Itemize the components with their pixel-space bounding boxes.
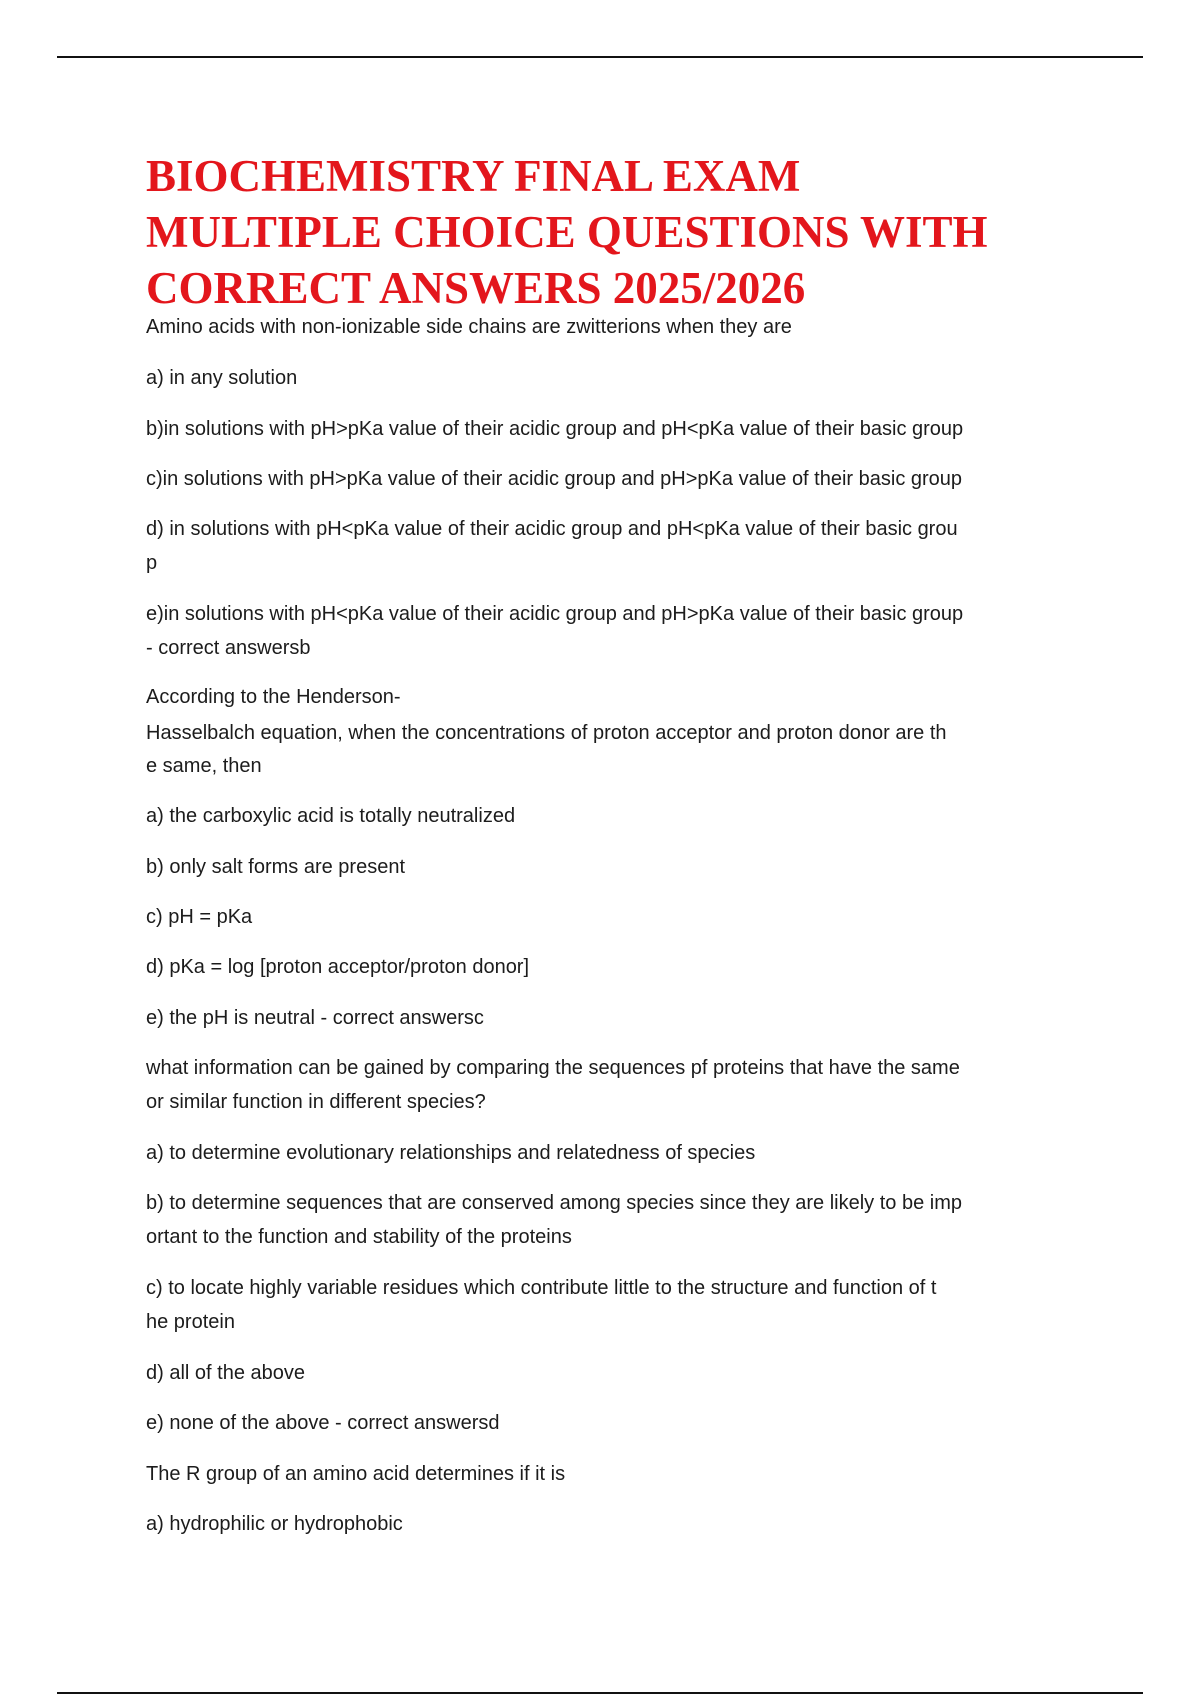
question-3-option-b-wrap: ortant to the function and stability of the proteins: [146, 1226, 572, 1248]
title-line-1: BIOCHEMISTRY FINAL EXAM: [146, 151, 801, 201]
document-title: [146, 148, 1076, 316]
question-1-option-b: b)in solutions with pH>pKa value of their acidic group and pH<pKa value of their basic group: [146, 418, 964, 440]
title-line-3: CORRECT ANSWERS 2025/2026: [146, 263, 806, 313]
question-2-option-b: b) only salt forms are present: [146, 856, 405, 878]
question-2-option-c: c) pH = pKa: [146, 906, 253, 928]
question-1-option-c: c)in solutions with pH>pKa value of their acidic group and pH>pKa value of their basic group: [146, 468, 963, 490]
question-3-option-c-wrap: he protein: [146, 1311, 235, 1333]
question-1-stem: Amino acids with non-ionizable side chains are zwitterions when they are: [146, 316, 792, 338]
question-2-stem: According to the Henderson-: [146, 686, 401, 708]
question-3-stem-wrap: or similar function in different species?: [146, 1091, 486, 1113]
question-2-stem-cont: Hasselbalch equation, when the concentrations of proton acceptor and proton donor are th: [146, 722, 947, 744]
title-line-2: MULTIPLE CHOICE QUESTIONS WITH: [146, 207, 988, 257]
question-3-option-c: c) to locate highly variable residues which contribute little to the structure and function of t: [146, 1277, 937, 1299]
question-4-option-a: a) hydrophilic or hydrophobic: [146, 1513, 403, 1535]
question-2-option-e-answer: e) the pH is neutral - correct answersc: [146, 1007, 484, 1029]
question-3-option-a: a) to determine evolutionary relationships and relatedness of species: [146, 1142, 756, 1164]
question-3-option-d: d) all of the above: [146, 1362, 305, 1384]
question-1-option-d: d) in solutions with pH<pKa value of their acidic group and pH<pKa value of their basic grou: [146, 518, 958, 540]
question-1-option-d-wrap: p: [146, 552, 158, 574]
question-3-stem: what information can be gained by comparing the sequences pf proteins that have the same: [146, 1057, 960, 1079]
question-1-option-e: e)in solutions with pH<pKa value of their acidic group and pH>pKa value of their basic group: [146, 603, 964, 625]
question-3-option-e-answer: e) none of the above - correct answersd: [146, 1412, 500, 1434]
question-2-option-a: a) the carboxylic acid is totally neutralized: [146, 805, 516, 827]
question-2-stem-wrap: e same, then: [146, 755, 262, 777]
question-1-answer: - correct answersb: [146, 637, 311, 659]
footer-rule: [57, 1692, 1143, 1694]
header-rule: [57, 56, 1143, 58]
question-1-option-a: a) in any solution: [146, 367, 298, 389]
question-2-option-d: d) pKa = log [proton acceptor/proton donor]: [146, 956, 530, 978]
question-3-option-b: b) to determine sequences that are conserved among species since they are likely to be imp: [146, 1192, 962, 1214]
question-4-stem: The R group of an amino acid determines if it is: [146, 1463, 566, 1485]
